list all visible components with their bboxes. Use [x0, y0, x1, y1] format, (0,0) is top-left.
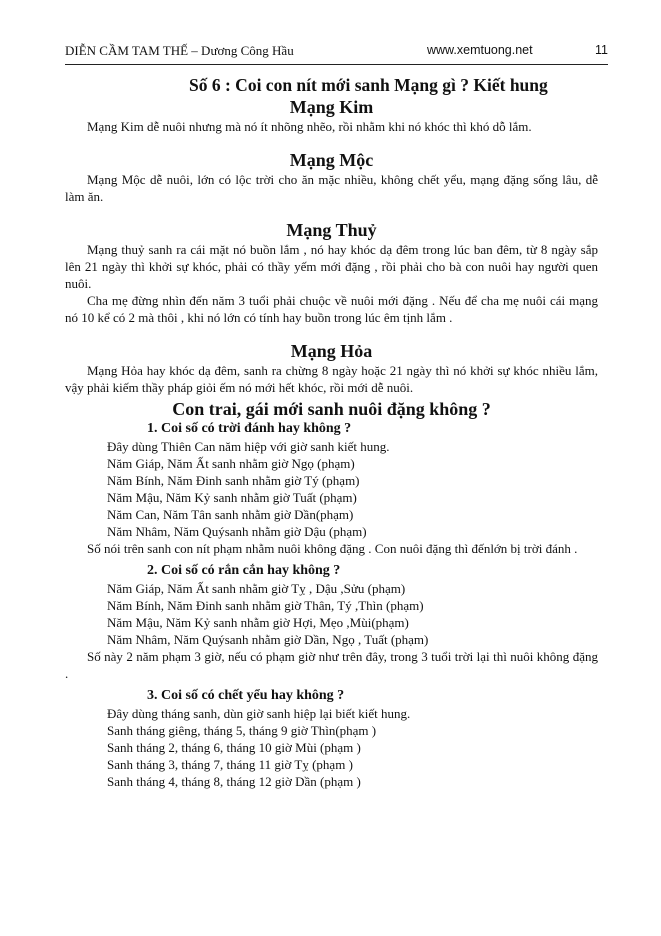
list-item: Sanh tháng 3, tháng 7, tháng 11 giờ Tỵ (phạm )	[107, 757, 353, 772]
question-2-heading: 2. Coi số có rắn cắn hay không ?	[147, 563, 341, 578]
paragraph-mang-moc: Mạng Mộc dễ nuôi, lớn có lộc trời cho ăn mặc nhiều, không chết yểu, mạng đặng sống lâu, dễ làm ăn.	[65, 172, 598, 204]
list-item: Năm Can, Năm Tân sanh nhằm giờ Dần(phạm)	[107, 507, 354, 522]
question-2-note: Số này 2 năm phạm 3 giờ, nếu có phạm giờ như trên đây, trong 3 tuổi trời lại thì nuôi không đặng .	[65, 649, 598, 681]
paragraph-mang-thuy-1: Mạng thuỷ sanh ra cái mặt nó buồn lắm , nó hay khóc dạ đêm trong lúc ban đêm, từ 8 ngày sắp lên 21 ngày thì khởi sự khóc, phải có thầy yếm mới đặng , rồi phải cho bà con nuôi hay người quen nuôi.	[65, 242, 598, 291]
section-heading-nuoi-dang: Con trai, gái mới sanh nuôi đặng không ?	[172, 399, 491, 419]
heading-mang-thuy: Mạng Thuỷ	[286, 220, 377, 240]
list-item: Sanh tháng 4, tháng 8, tháng 12 giờ Dần (phạm )	[107, 774, 361, 789]
list-item: Năm Giáp, Năm Ất sanh nhằm giờ Ngọ (phạm)	[107, 456, 355, 471]
list-item: Năm Nhâm, Năm Quýsanh nhằm giờ Dần, Ngọ , Tuất (phạm)	[107, 632, 429, 647]
header-book-title: DIỄN CẦM TAM THẾ – Dương Công Hầu	[65, 43, 294, 58]
header-website: www.xemtuong.net	[427, 43, 533, 57]
header-rule	[65, 64, 608, 65]
list-item: Năm Bính, Năm Đinh sanh nhằm giờ Tý (phạm)	[107, 473, 360, 488]
list-item: Năm Bính, Năm Đinh sanh nhằm giờ Thân, Tý ,Thìn (phạm)	[107, 598, 424, 613]
list-item: Năm Giáp, Năm Ất sanh nhằm giờ Tỵ , Dậu ,Sửu (phạm)	[107, 581, 406, 596]
heading-mang-hoa: Mạng Hỏa	[290, 341, 373, 361]
question-1-heading: 1. Coi số có trời đánh hay không ?	[147, 421, 352, 436]
paragraph-mang-thuy-2: Cha mẹ đừng nhìn đến năm 3 tuổi phải chuộc về nuôi mới đặng . Nếu để cha mẹ nuôi cái mạng nó 10 kể có 2 mà thôi , khi nó lớn có tính hay buồn trong lúc êm tịnh lắm .	[65, 293, 598, 325]
page-body	[65, 74, 598, 790]
list-item: Đây dùng tháng sanh, dùn giờ sanh hiệp lại biết kiết hung.	[107, 706, 411, 721]
page-header	[65, 43, 608, 63]
list-item: Đây dùng Thiên Can năm hiệp với giờ sanh kiết hung.	[107, 439, 390, 454]
page-title: Số 6 : Coi con nít mới sanh Mạng gì ? Kiết hung	[189, 75, 548, 95]
list-item: Sanh tháng giêng, tháng 5, tháng 9 giờ Thìn(phạm )	[107, 723, 377, 738]
list-item: Năm Mậu, Năm Kỷ sanh nhằm giờ Hợi, Mẹo ,Mùi(phạm)	[107, 615, 409, 630]
paragraph-mang-kim: Mạng Kim dễ nuôi nhưng mà nó ít nhõng nhẽo, rồi nhằm khi nó khóc thì khó dỗ lắm.	[87, 119, 532, 134]
list-item: Năm Mậu, Năm Kỷ sanh nhằm giờ Tuất (phạm)	[107, 490, 357, 505]
page-number: 11	[595, 43, 608, 57]
heading-mang-kim: Mạng Kim	[289, 97, 374, 117]
list-item: Sanh tháng 2, tháng 6, tháng 10 giờ Mùi (phạm )	[107, 740, 361, 755]
paragraph-mang-hoa: Mạng Hỏa hay khóc dạ đêm, sanh ra chừng 8 ngày hoặc 21 ngày thì nó khởi sự khóc nhiều lắm, vậy phải kiếm thầy pháp giỏi ếm nó mới hết khóc, rồi mới dễ nuôi.	[65, 363, 598, 395]
question-3-heading: 3. Coi số có chết yểu hay không ?	[147, 688, 345, 703]
question-1-note: Số nói trên sanh con nít phạm nhằm nuôi không đặng . Con nuôi đặng thì đếnlớn bị trời đánh .	[87, 541, 578, 556]
list-item: Năm Nhâm, Năm Quýsanh nhằm giờ Dậu (phạm)	[107, 524, 367, 539]
heading-mang-moc: Mạng Mộc	[289, 150, 374, 170]
